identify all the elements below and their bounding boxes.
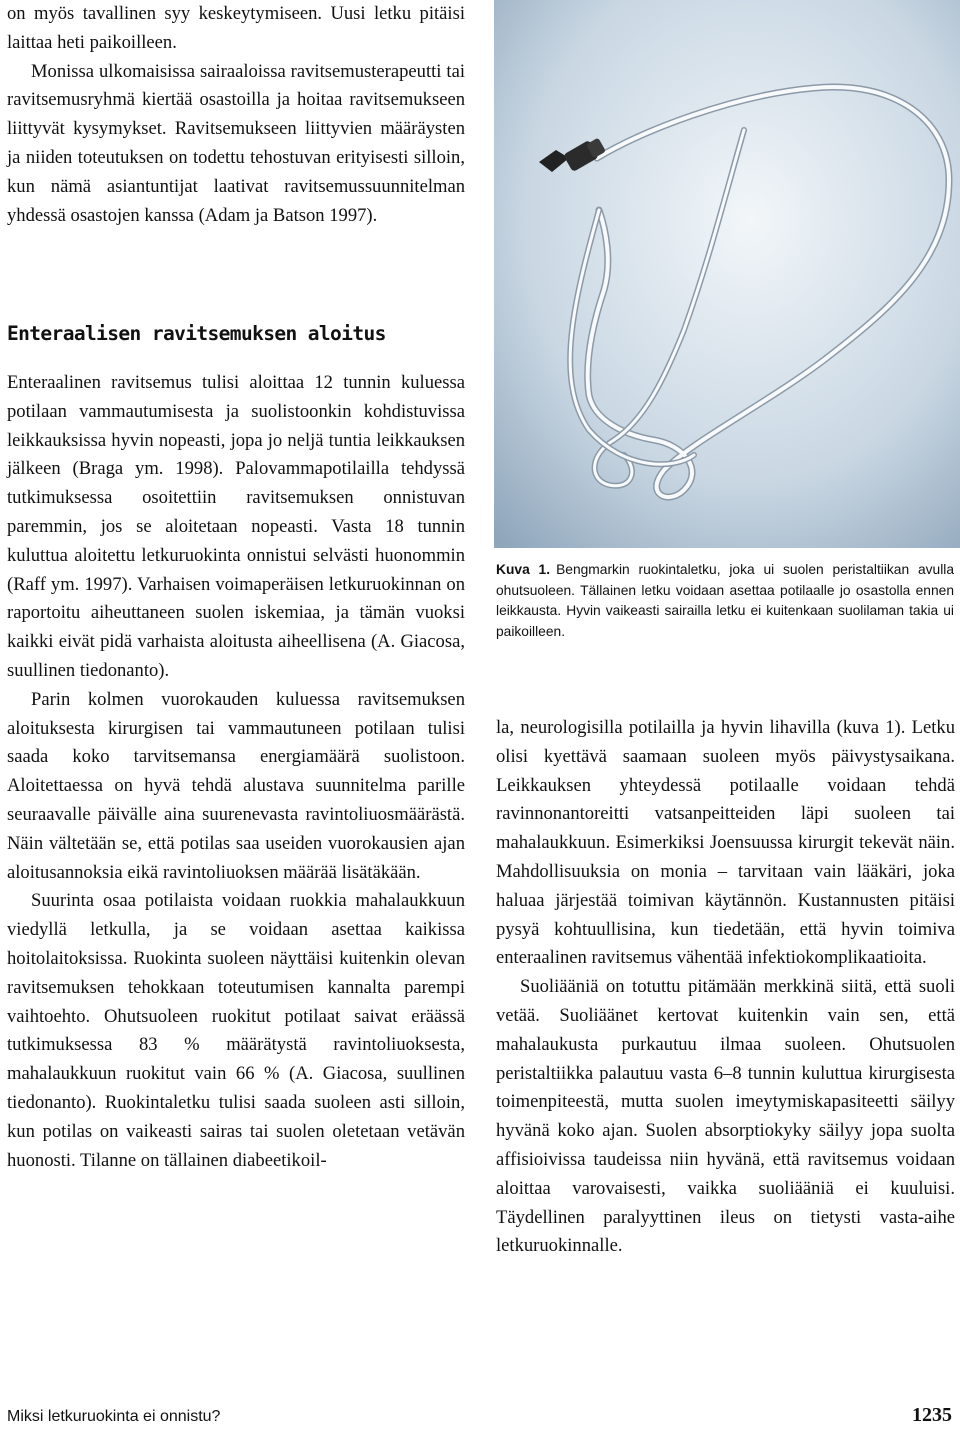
paragraph: on myös tavallinen syy keskeytymiseen. Uusi letku pitäisi laittaa heti paikoilleen. xyxy=(7,3,465,53)
figure-label: Kuva 1. xyxy=(496,562,551,577)
photo-background xyxy=(494,0,960,548)
paragraph: Parin kolmen vuorokauden kuluessa ravitsemuksen aloituksesta kirurgisen tai vammautuneen potilaan tulisi saada koko tarvitsemansa energiamäärä suolistoon. Aloitettaessa on hyvä tehdä alustava suunnitelma parille seuraavalle päivälle aina suurenevasta ravintoliuosmäärästä. Näin vältetään se, että potilas saa useiden vuorokausien ajan aloitusannoksia eikä ravintoliuoksen määrää lisätäkään. xyxy=(7,688,465,883)
paragraph: Suurinta osaa potilaista voidaan ruokkia mahalaukkuun viedyllä letkulla, ja se voidaan asettaa kaikissa hoitolaitoksissa. Ruokinta suoleen näyttäisi kuitenkin olevan ravitsemuksen tehokkaan toteutumisen kannalta parempi vaihtoehto. Ohutsuoleen ruokitut potilaat saivat eräässä tutkimuksessa 83 % määrätystä ravintoliuoksesta, mahalaukkuun ruokitut vain 66 % (A. Giacosa, suullinen tiedonanto). Ruokintaletku tulisi saada suoleen asti silloin, kun potilas on vaikeasti sairas tai suolen oletetaan vetävän huonosti. Tilanne on tällainen diabeetikoil- xyxy=(7,890,465,1171)
running-title: Miksi letkuruokinta ei onnistu? xyxy=(7,1408,221,1425)
paragraph: la, neurologisilla potilailla ja hyvin lihavilla (kuva 1). Letku olisi kyettävä saamaan suoleen myös päivystysaikana. Leikkauksen yhteydessä potilaalle voidaan tehdä ravinnonantoreitti vatsanpeitteiden läpi suoleen tai mahalaukkuun. Esimerkiksi Joensuussa kirurgit tekevät näin. Mahdollisuuksia on monia – tarvitaan vain lääkäri, joka haluaa järjestää toimivan käytännön. Kustannusten pitäisi pysyä kohtuullisina, kun tiedetään, että hyvin toimiva enteraalinen ravitsemus vähentää infektiokomplikaatioita. xyxy=(496,717,955,969)
right-column-body xyxy=(496,714,955,1261)
paragraph: Suoliääniä on totuttu pitämään merkkinä siitä, että suoli vetää. Suoliäänet kertovat kuitenkin vain sen, että mahalaukusta purkautuu ilmaa suoleen. Ohutsuolen peristaltiikka palautuu vasta 6–8 tunnin kuluttua kirurgisesta toimenpiteestä, mutta suolen imeytymiskapasiteetti säilyy hyvänä koko ajan. Suolen absorptiokyky säilyy jopa suolta affisioivissa taudeissa niin hyvänä, että ravitsemus voidaan aloittaa varovaisesti, vaikka suoliääniä ei kuuluisi. Täydellinen paralyyttinen ileus on tietysti vasta-aihe letkuruokinnalle. xyxy=(496,976,955,1257)
left-column-body xyxy=(7,369,465,1175)
section-heading: Enteraalisen ravitsemuksen aloitus xyxy=(7,322,386,345)
caption-text: Bengmarkin ruokintaletku, joka ui suolen peristaltiikan avulla ohutsuoleen. Tällainen letku voidaan asettaa potilaalle jo osastolla ennen leikkausta. Hyvin vaikeasti sairailla letku ei kuitenkaan suolilaman takia ui paikoilleen. xyxy=(496,562,955,639)
figure-caption xyxy=(496,560,954,642)
page-number: 1235 xyxy=(912,1404,952,1426)
feeding-tube-photo xyxy=(494,0,960,548)
paragraph: Monissa ulkomaisissa sairaaloissa ravitsemusterapeutti tai ravitsemusryhmä kiertää osastoilla ja hoitaa ravitsemukseen liittyvät kysymykset. Ravitsemukseen liittyvien määräysten ja niiden toteutuksen on todettu tehostuvan erityisesti silloin, kun nämä asiantuntijat laativat ravitsemussuunnitelman yhdessä osastojen kanssa (Adam ja Batson 1997). xyxy=(7,60,465,226)
paragraph: Enteraalinen ravitsemus tulisi aloittaa 12 tunnin kuluessa potilaan vammautumisesta ja suolistoonkin kohdistuvissa leikkauksissa hyvin nopeasti, jopa jo neljä tuntia leikkauksen jälkeen (Braga ym. 1998). Palovammapotilailla tehdyssä tutkimuksessa osoitettiin ravitsemuksen onnistuvan paremmin, jos se aloitetaan nopeasti. Vasta 18 tunnin kuluttua aloitettu letkuruokinta onnistui selvästi huonommin (Raff ym. 1997). Varhaisen voimaperäisen letkuruokinnan on raportoitu aiheuttaneen suolen iskemiaa, ja tämän vuoksi kaikki eivät pidä varhaista aloitusta aiheellisena (A. Giacosa, suullinen tiedonanto). xyxy=(7,372,465,681)
left-column-top xyxy=(7,0,465,230)
